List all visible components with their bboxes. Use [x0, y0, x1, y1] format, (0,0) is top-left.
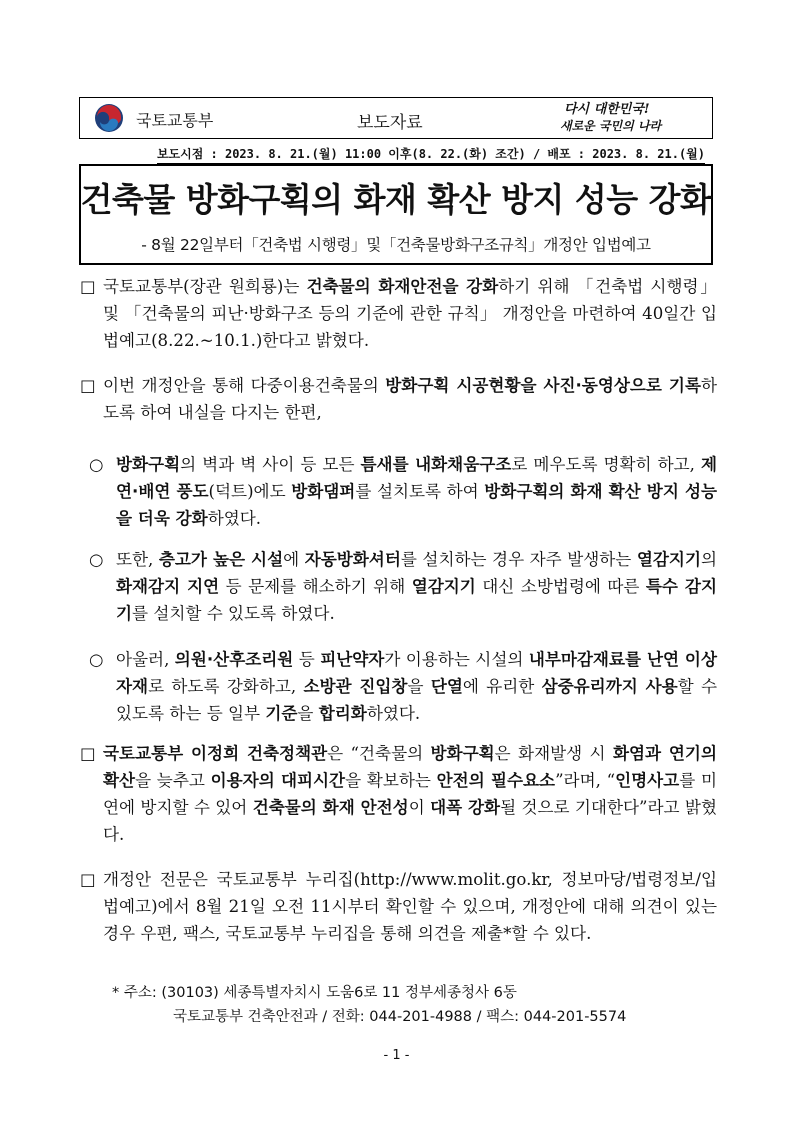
emphasis-text: 제연·배연 풍도	[116, 455, 717, 501]
emphasis-text: 소방관 진입창	[303, 677, 408, 696]
body-text: 를 설치하는 경우 자주 발생하는	[400, 550, 637, 569]
emphasis-text: 화재감지 지연	[116, 577, 220, 596]
page-subtitle: - 8월 22일부터「건축법 시행령」및「건축물방화구조규칙」개정안 입법예고	[141, 236, 651, 254]
emphasis-text: 합리화	[318, 704, 367, 723]
paragraph-1	[103, 273, 717, 354]
body-text: 은 화재발생 시	[494, 744, 613, 763]
body-text: 등 문제를 해소하기 위해	[219, 577, 412, 596]
body-text: 에 유리한	[462, 677, 542, 696]
square-bullet-icon: □	[80, 870, 96, 889]
body-text: (덕트)에도	[208, 482, 292, 501]
body-text: 의	[700, 550, 718, 569]
body-text: 가 이용하는 시설의	[384, 650, 529, 669]
emphasis-text: 의원·산후조리원	[174, 650, 294, 669]
body-text: 하기 위해 「건축법 시행령」 및 「건축물의 피난·방화구조 등의 기준에 관한 규칙」 개정안을 마련하여 40일간 입법예고(8.22.~10.1.)한다고 밝혔다.	[103, 277, 717, 350]
emphasis-text: 층고가 높은 시설	[158, 550, 284, 569]
body-text: 하였다.	[207, 509, 262, 528]
body-text: 을	[297, 704, 319, 723]
ministry-name: 국토교통부	[136, 111, 214, 130]
emphasis-text: 건축물의 화재 안전성	[252, 798, 409, 817]
emphasis-text: 국토교통부 이정희 건축정책관	[103, 744, 328, 763]
square-bullet-icon: □	[80, 376, 96, 395]
emphasis-text: 틈새를 내화채움구조	[360, 455, 512, 474]
document-type: 보도자료	[357, 113, 423, 133]
emphasis-text: 내부마감재료를 난연 이상 자재	[116, 650, 717, 696]
emphasis-text: 삼중유리까지 사용	[541, 677, 678, 696]
svg-text:새로운 국민의 나라: 새로운 국민의 나라	[560, 119, 662, 133]
emphasis-text: 단열	[430, 677, 463, 696]
emphasis-text: 대폭 강화	[430, 798, 501, 817]
emphasis-text: 피난약자	[320, 650, 385, 669]
body-text: 될 것으로 기대한다”라고 밝혔다.	[103, 798, 717, 844]
paragraph-6	[103, 740, 717, 848]
emphasis-text: 방화구획	[430, 744, 495, 763]
emphasis-text: 방화구획	[116, 455, 181, 474]
svg-text:다시 대한민국!: 다시 대한민국!	[564, 102, 650, 117]
body-text: 를 설치토록 하여	[355, 482, 485, 501]
body-text: 를 설치할 수 있도록 하였다.	[132, 604, 335, 623]
body-text: 개정안 전문은 국토교통부 누리집(http://www.molit.go.kr, 정보마당/법령정보/입법예고)에서 8월 21일 오전 11시부터 확인할 수 있으며, 개정안에 대해 의견이 있는 경우 우편, 팩스, 국토교통부 누리집을 통해 의견을 제출*할 수 있다.	[103, 870, 717, 943]
emphasis-text: 열감지기	[411, 577, 476, 596]
square-bullet-icon: □	[80, 744, 96, 763]
body-text: 대신 소방법령에 따른	[475, 577, 646, 596]
body-text: 을 확보하는	[345, 771, 437, 790]
paragraph-4	[116, 546, 717, 627]
note-contact: 국토교통부 건축안전과 / 전화: 044-201-4988 / 팩스: 044-201-5574	[173, 1009, 627, 1025]
body-text: 을 늦추고	[135, 771, 211, 790]
emphasis-text: 인명사고	[615, 771, 680, 790]
emphasis-text: 안전의 필수요소	[436, 771, 556, 790]
emphasis-text: 방화댐퍼	[291, 482, 356, 501]
body-text: 로 메우도록 명확히 하고,	[511, 455, 701, 474]
page-title: 건축물 방화구획의 화재 확산 방지 성능 강화	[80, 180, 712, 219]
emphasis-text: 특수 감지기	[116, 577, 717, 623]
body-text: 할 수 있도록 하는 등 일부	[116, 677, 717, 723]
body-text: 등	[293, 650, 321, 669]
emphasis-text: 기준	[265, 704, 298, 723]
body-text: ”라며, “	[555, 771, 616, 790]
body-text: 로 하도록 강화하고,	[148, 677, 304, 696]
circle-bullet-icon: ○	[89, 455, 104, 474]
release-info: 보도시점 : 2023. 8. 21.(월) 11:00 이후(8. 22.(화) 조간) / 배포 : 2023. 8. 21.(월)	[157, 145, 705, 164]
emphasis-text: 방화구획의 화재 확산 방지 성능을 더욱 강화	[116, 482, 718, 528]
emphasis-text: 자동방화셔터	[304, 550, 401, 569]
body-text: 이번 개정안을 통해 다중이용건축물의	[103, 376, 386, 395]
emphasis-text: 건축물의 화재안전을 강화	[306, 277, 499, 296]
emphasis-text: 이용자의 대피시간	[210, 771, 346, 790]
body-text: 국토교통부(장관 원희룡)는	[103, 277, 307, 296]
paragraph-5	[116, 646, 717, 727]
circle-bullet-icon: ○	[89, 550, 104, 569]
emphasis-text: 방화구획 시공현황을 사진·동영상으로 기록	[385, 376, 701, 395]
body-text: 을	[407, 677, 431, 696]
body-text: 에	[283, 550, 305, 569]
slogan-handwriting	[560, 99, 700, 135]
body-text: 또한,	[116, 550, 159, 569]
body-text: 이	[408, 798, 431, 817]
body-text: 하도록 하여 내실을 다지는 한편,	[103, 376, 718, 422]
note-address: * 주소: (30103) 세종특별자치시 도움6로 11 정부세종청사 6동	[112, 985, 517, 1001]
emphasis-text: 화염과 연기의 확산	[103, 744, 717, 790]
square-bullet-icon: □	[80, 277, 96, 296]
circle-bullet-icon: ○	[89, 650, 104, 669]
page-number: - 1 -	[383, 1048, 410, 1063]
body-text: 은 “건축물의	[327, 744, 431, 763]
paragraph-3	[116, 451, 717, 532]
body-text: 를 미연에 방지할 수 있어	[103, 771, 717, 817]
body-text: 하였다.	[366, 704, 421, 723]
body-text: 의 벽과 벽 사이 등 모든	[180, 455, 361, 474]
ministry-logo-icon	[94, 103, 124, 133]
emphasis-text: 열감지기	[636, 550, 701, 569]
paragraph-2	[103, 372, 717, 426]
paragraph-7	[103, 866, 717, 947]
body-text: 아울러,	[116, 650, 175, 669]
